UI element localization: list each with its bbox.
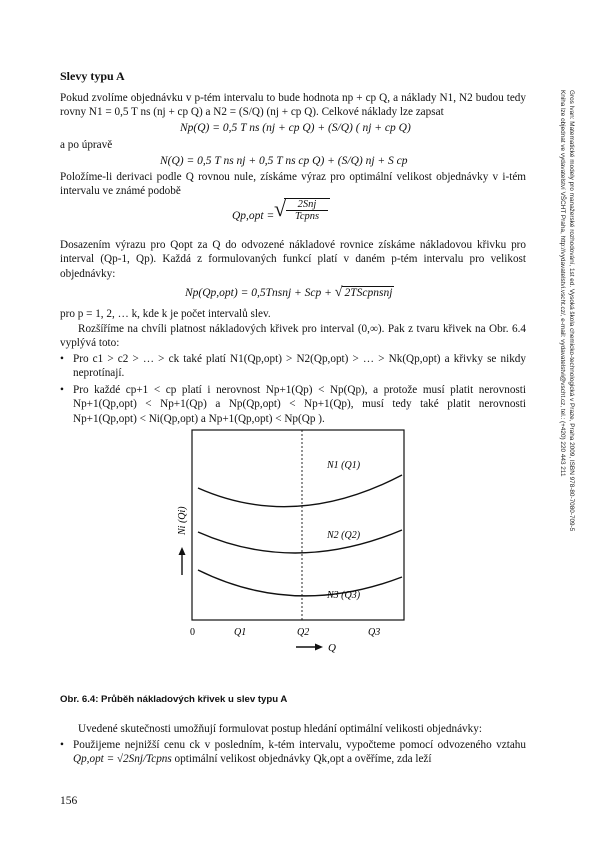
paragraph-1: Pokud zvolíme objednávku v p-tém intervalu to bude hodnota np + cp Q, a náklady N1, N2 budou tedy rovny N1 = 0,5 T ns (nj + cp Q) a N2 = (S/Q) (nj + cp Q). Celkové náklady lze zapsat	[60, 92, 526, 119]
bullet-3-part-b: optimální velikost objednávky Qk,opt a ověříme, zda leží	[174, 753, 432, 766]
paragraph-4: Dosazením výrazu pro Qopt za Q do odvozené nákladové rovnice získáme nákladovou křivku pro interval (Qp-1, Qp). Každá z formulovaných funkcí platí v daném p-tém intervalu pro velikost objednávky:	[60, 239, 526, 280]
curve-n2	[198, 530, 402, 553]
equation-3-denominator: Tcpns	[286, 210, 328, 222]
equation-4	[185, 285, 394, 301]
equation-1: Np(Q) = 0,5 T ns (nj + cp Q) + (S/Q) ( nj + cp Q)	[180, 122, 411, 134]
equation-4-radicand: 2TScpnsnj	[344, 287, 393, 299]
figure-caption: Obr. 6.4: Průběh nákladových křivek u slev typu A	[60, 694, 288, 705]
bullet-3-equation: Qp,opt = √2Snj/Tcpns	[73, 753, 172, 766]
x-arrow-head-icon	[315, 644, 323, 651]
equation-3-numerator: 2Snj	[284, 198, 330, 210]
figure-frame	[192, 430, 404, 620]
curve-3-label: N3 (Q3)	[327, 590, 361, 601]
curve-n3	[198, 570, 402, 596]
y-axis-label: Ni (Qi)	[177, 506, 188, 535]
curve-1-label: N1 (Q1)	[327, 460, 361, 471]
paragraph-2: a po úpravě	[60, 139, 113, 151]
x-axis-label: Q	[328, 642, 336, 654]
paragraph-6: Rozšíříme na chvíli platnost nákladových křivek pro interval (0,∞). Pak z tvaru křivek na Obr. 6.4 vyplývá toto:	[60, 323, 526, 350]
equation-4-left: Np(Qp,opt) = 0,5Tnsnj + Scp +	[185, 287, 332, 299]
bullet-icon: •	[60, 384, 64, 396]
bullet-2-text: Pro každé cp+1 < cp platí i nerovnost Np+1(Qp) < Np(Qp), a protože musí platit nerovnosti Np+1(Qp,opt) < Np+1(Qp) a Np(Qp,opt) < Np+1(Qp), musí tedy také platit nerovnosti Np+1(Qp,opt) < Ni(Qp,opt) a Np+1(Qp,opt) < Np(Qp ).	[73, 384, 526, 425]
bullet-1-text: Pro c1 > c2 > … > ck také platí N1(Qp,opt) > N2(Qp,opt) > … > Nk(Qp,opt) a křivky se nikdy neprotínají.	[73, 353, 526, 380]
equation-2: N(Q) = 0,5 T ns nj + 0,5 T ns cp Q) + (S/Q) nj + S cp	[160, 155, 408, 167]
y-arrow-head-icon	[179, 547, 186, 555]
x-tick-q2: Q2	[297, 627, 310, 638]
bullet-item-3	[60, 738, 526, 774]
curve-n1	[198, 475, 402, 507]
bullet-item-2	[60, 383, 526, 428]
bullet-item-1	[60, 352, 526, 382]
paragraph-5: pro p = 1, 2, … k, kde k je počet intervalů slev.	[60, 308, 271, 320]
equation-3-radical	[274, 196, 330, 222]
side-note	[558, 90, 575, 690]
paragraph-7: Uvedené skutečnosti umožňují formulovat postup hledání optimální velikosti objednávky:	[78, 723, 482, 735]
x-tick-0: 0	[190, 627, 195, 638]
figure-cost-curves	[170, 425, 415, 683]
paragraph-3: Položíme-li derivaci podle Q rovnou nule, získáme výraz pro optimální velikost objednávky v i-tém intervalu ve známé podobě	[60, 171, 526, 198]
equation-3-left: Qp,opt =	[232, 210, 275, 222]
side-note-line1: Gros Ivan: Matematické modely pro manažerské rozhodování, 1st ed. Vysoká škola chemicko-technologická v Praze, Praha 2009, ISBN 978-80-7080-709-5	[568, 90, 575, 532]
side-note-line2: Kniha lze objednat ve vydavatelství VŠCHT Praha, http://vydavatelstvi.vscht.cz/, e-mail: vydavatelstvi@vscht.cz, tel.: (+420) 220 443 211	[559, 90, 567, 477]
bullet-icon: •	[60, 353, 64, 365]
bullet-3-text	[73, 738, 526, 767]
bullet-3-part-a: Použijeme nejnižší cenu ck v posledním, k-tém intervalu, vypočteme pomocí odvozeného vztahu	[73, 739, 526, 751]
equation-3	[232, 210, 274, 222]
section-heading: Slevy typu A	[60, 69, 125, 83]
radical-icon: √	[274, 196, 287, 221]
x-tick-q1: Q1	[234, 627, 247, 638]
page-number: 156	[60, 795, 78, 807]
x-tick-q3: Q3	[368, 627, 381, 638]
radical-icon: √	[334, 285, 343, 300]
curve-2-label: N2 (Q2)	[327, 530, 361, 541]
bullet-icon: •	[60, 739, 64, 751]
